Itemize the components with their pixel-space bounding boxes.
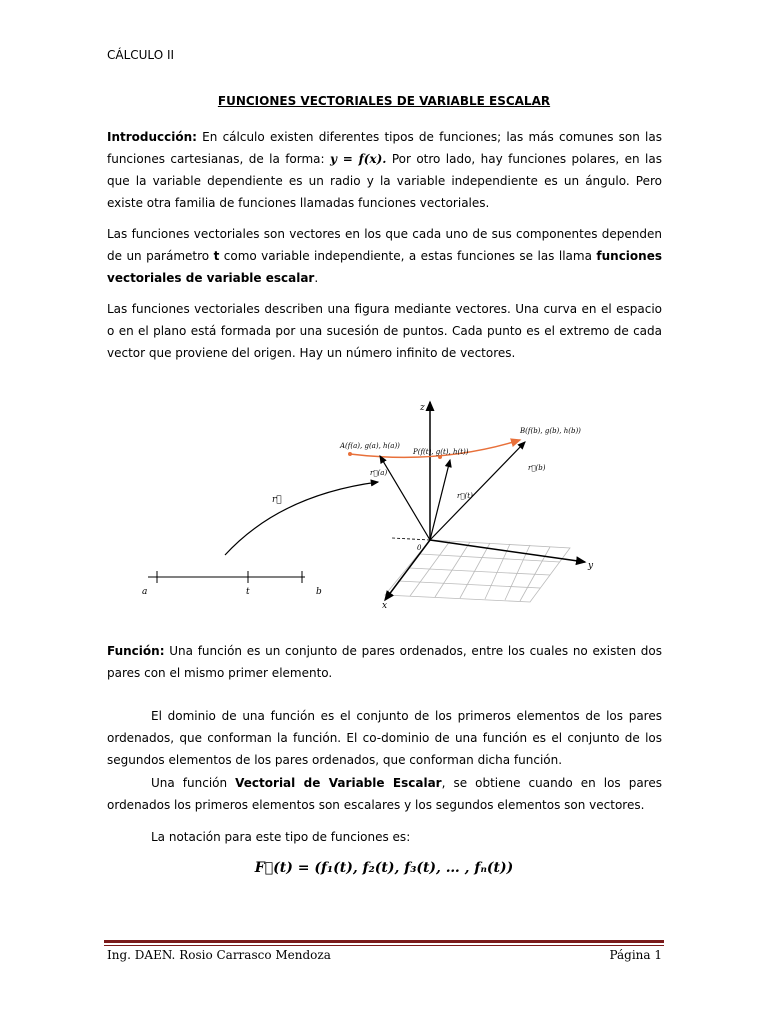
label-b: b <box>316 587 322 597</box>
label-r: r⃗ <box>272 495 282 505</box>
vector-rb <box>430 442 525 540</box>
intro-label: Introducción: <box>107 130 197 144</box>
notacion-paragraph: La notación para este tipo de funciones es: <box>151 830 411 844</box>
vector-ra <box>380 456 430 540</box>
vector-function-figure <box>130 390 610 615</box>
label-y: y <box>588 561 594 571</box>
vectorial-text-2: , se obtiene cuando en los pares ordenados los primeros elementos son escalares y los segundos elementos son vectores. <box>107 776 662 812</box>
label-origin: 0 <box>417 544 422 552</box>
funcion-paragraph <box>107 640 662 684</box>
notation-formula: F⃗(t) = (f₁(t), f₂(t), f₃(t), … , fₙ(t)) <box>254 860 514 876</box>
vector-rt-label: r⃗(t) <box>457 492 473 500</box>
para2-text-1: Las funciones vectoriales son vectores en los que cada uno de sus componentes dependen de un parámetro <box>107 227 662 263</box>
page-title: FUNCIONES VECTORIALES DE VARIABLE ESCALAR <box>217 94 551 108</box>
vector-description-paragraph: Las funciones vectoriales describen una figura mediante vectores. Una curva en el espacio o en el plano está formada por una sucesión de puntos. Cada punto es el extremo de cada vector que proviene del origen. Hay un número infinito de vectores. <box>107 302 662 360</box>
intro-formula: y = f(x). <box>330 152 387 166</box>
vector-rb-label: r⃗(b) <box>528 464 546 472</box>
dominio-paragraph: El dominio de una función es el conjunto de los primeros elementos de los pares ordenados, que conforman la función. El co-dominio de una función es el conjunto de los segundos elementos de los pares ordenados, que conforman dicha función. <box>107 709 662 767</box>
footer-author: Ing. DAEN. Rosio Carrasco Mendoza <box>107 948 331 962</box>
intro-paragraph <box>107 126 662 214</box>
footer-divider-thin <box>104 945 664 946</box>
header-course: CÁLCULO II <box>107 48 175 62</box>
vector-ra-label: r⃗(a) <box>370 469 388 477</box>
mapping-arrow <box>225 482 378 555</box>
para2-text-2: como variable independiente, a estas funciones se las llama <box>219 249 597 263</box>
funcion-text: Una función es un conjunto de pares ordenados, entre los cuales no existen dos pares con el mismo primer elemento. <box>107 644 662 680</box>
footer-page-number: Página 1 <box>609 948 662 962</box>
x-axis <box>385 540 430 600</box>
funcion-label: Función: <box>107 644 165 658</box>
label-a: a <box>142 587 148 597</box>
vectorial-paragraph <box>107 772 662 816</box>
point-B: B(f(b), g(b), h(b)) <box>520 427 581 435</box>
para2-param: t <box>213 249 220 263</box>
label-t: t <box>246 587 250 597</box>
label-z: z <box>420 403 425 413</box>
grid-plane <box>385 540 570 602</box>
vector-definition-paragraph <box>107 223 662 289</box>
label-x: x <box>382 601 388 611</box>
point-P: P(f(t), g(t), h(t)) <box>413 448 469 456</box>
intro-text-2: Por otro lado, hay funciones polares, en las que la variable dependiente es un radio y la variable independiente es un ángulo. Pero existe otra familia de funciones llamadas funciones vectoriales. <box>107 152 662 210</box>
vectorial-text-1: Una función <box>151 776 236 790</box>
para2-text-3: . <box>314 271 319 285</box>
vectorial-bold: Vectorial de Variable Escalar <box>235 776 442 790</box>
point-A: A(f(a), g(a), h(a)) <box>340 442 400 450</box>
intro-text-1: En cálculo existen diferentes tipos de funciones; las más comunes son las funciones cartesianas, de la forma: <box>107 130 662 166</box>
para2-bold: funciones vectoriales de variable escalar <box>107 249 662 285</box>
vector-rt <box>430 460 450 540</box>
footer-divider <box>104 940 664 943</box>
